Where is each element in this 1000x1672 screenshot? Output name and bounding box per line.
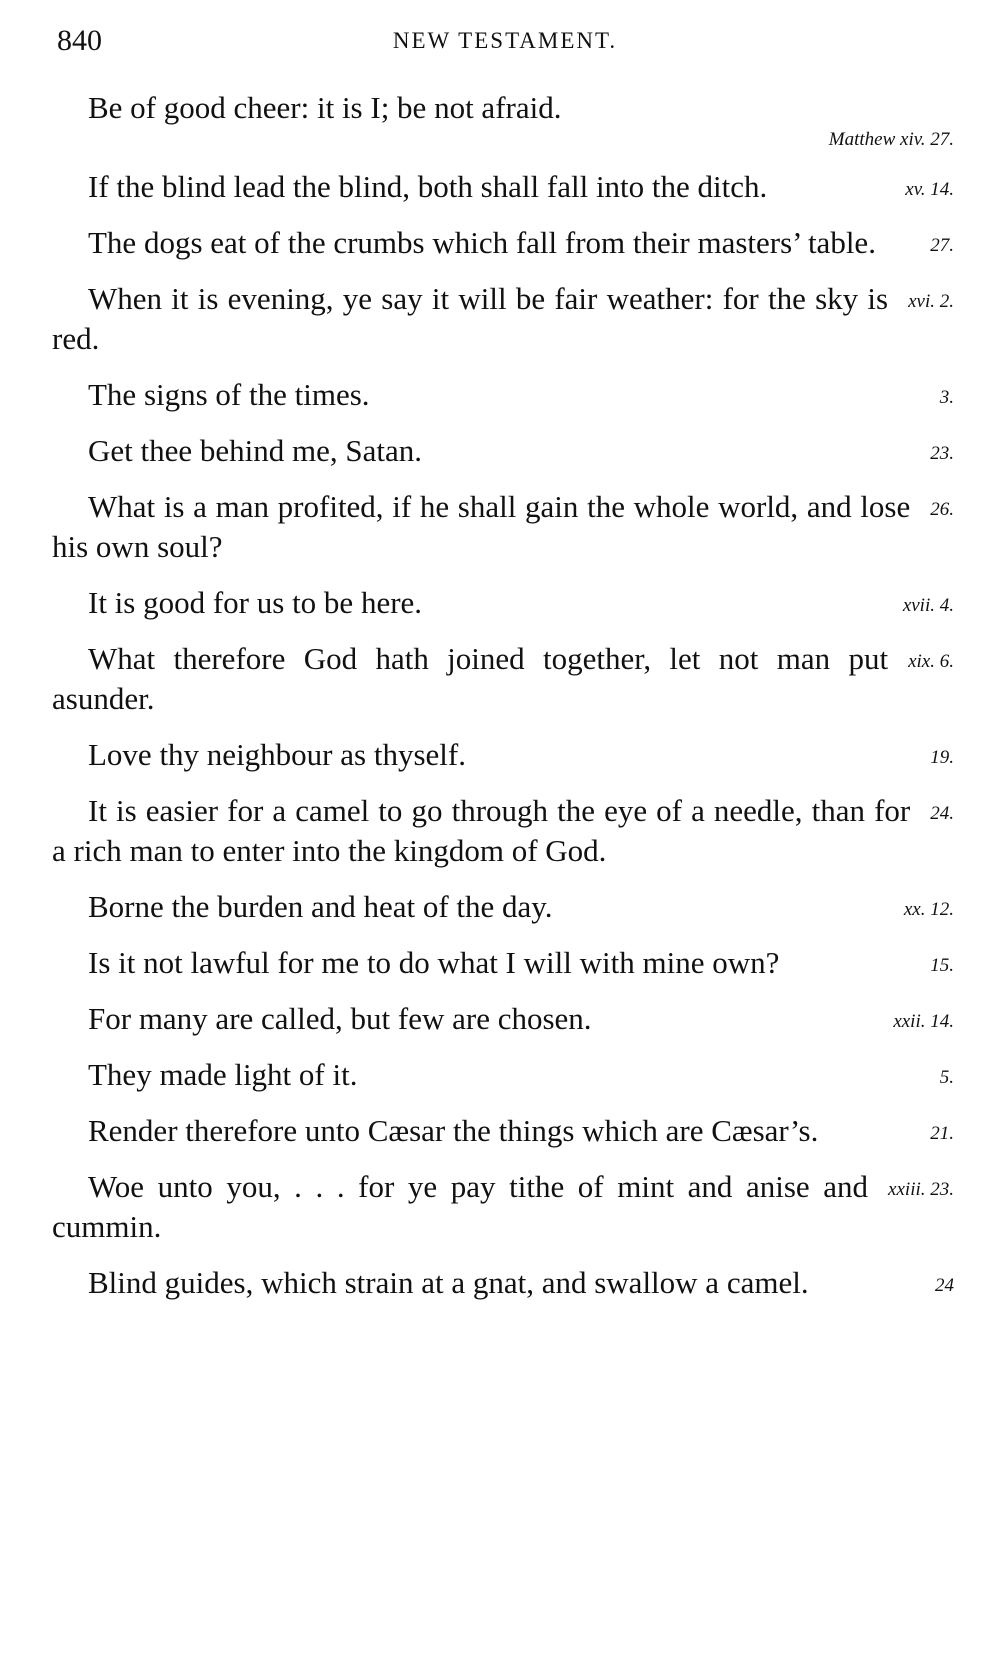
- quote-reference: xvi. 2.: [908, 291, 954, 312]
- quote-item: [52, 279, 954, 359]
- quote-reference: xx. 12.: [903, 899, 954, 920]
- quote-item: [52, 487, 954, 567]
- quote-item: [52, 999, 954, 1039]
- quote-text: The signs of the times.: [88, 377, 370, 412]
- quote-item: [52, 1111, 954, 1151]
- quote-item: [52, 167, 954, 207]
- quote-reference: xix. 6.: [908, 651, 954, 672]
- quote-text: What is a man profited, if he shall gain the whole world, and lose his own soul?: [52, 489, 911, 564]
- quote-item: [52, 223, 954, 263]
- quote-item: [52, 1263, 954, 1303]
- quotation-list: [52, 88, 954, 1319]
- quote-reference: 26.: [930, 499, 954, 520]
- page-header: [57, 24, 953, 64]
- quote-text: Borne the burden and heat of the day.: [88, 889, 553, 924]
- quote-item: [52, 943, 954, 983]
- quote-item: [52, 375, 954, 415]
- quote-reference: 21.: [930, 1123, 954, 1144]
- page-number: 840: [57, 24, 102, 57]
- quote-reference: Matthew xiv. 27.: [828, 129, 954, 150]
- quote-text: Love thy neighbour as thyself.: [88, 737, 466, 772]
- quote-text: What therefore God hath joined together, let not man put asunder.: [52, 641, 889, 716]
- quote-text: Render therefore unto Cæsar the things which are Cæsar’s.: [88, 1113, 819, 1148]
- quote-text: The dogs eat of the crumbs which fall from their masters’ table.: [88, 225, 876, 260]
- quote-reference: 15.: [930, 955, 954, 976]
- quote-reference: 5.: [939, 1067, 954, 1088]
- quote-item: [52, 1167, 954, 1247]
- quote-text: It is good for us to be here.: [88, 585, 423, 620]
- running-head: NEW TESTAMENT.: [392, 28, 618, 53]
- quote-text: They made light of it.: [88, 1057, 358, 1092]
- quote-item: [52, 431, 954, 471]
- quote-text: If the blind lead the blind, both shall fall into the ditch.: [88, 169, 768, 204]
- quote-reference: xxiii. 23.: [888, 1179, 954, 1200]
- quote-text: Get thee behind me, Satan.: [88, 433, 423, 468]
- quote-item: [52, 639, 954, 719]
- quote-reference: 24.: [930, 803, 954, 824]
- quote-reference: 24: [935, 1275, 954, 1296]
- quote-reference: 3.: [939, 387, 954, 408]
- quote-item: [52, 88, 954, 151]
- quote-reference: 27.: [930, 235, 954, 256]
- quote-item: [52, 887, 954, 927]
- quote-item: [52, 583, 954, 623]
- quote-item: [52, 1055, 954, 1095]
- quote-text: Woe unto you, . . . for ye pay tithe of mint and anise and cummin.: [52, 1169, 869, 1244]
- quote-reference: xv. 14.: [905, 179, 954, 200]
- quote-reference: xvii. 4.: [902, 595, 954, 616]
- quote-text: Is it not lawful for me to do what I will with mine own?: [88, 945, 780, 980]
- quote-text: It is easier for a camel to go through the eye of a needle, than for a rich man to enter into the kingdom of God.: [52, 793, 911, 868]
- quote-reference: 19.: [930, 747, 954, 768]
- quote-text: For many are called, but few are chosen.: [88, 1001, 592, 1036]
- quote-item: [52, 735, 954, 775]
- quote-reference: xxii. 14.: [893, 1011, 954, 1032]
- quote-item: [52, 791, 954, 871]
- quote-reference: 23.: [930, 443, 954, 464]
- quote-text: Blind guides, which strain at a gnat, and swallow a camel.: [88, 1265, 809, 1300]
- quote-text: Be of good cheer: it is I; be not afraid.: [88, 90, 562, 125]
- quote-text: When it is evening, ye say it will be fair weather: for the sky is red.: [52, 281, 889, 356]
